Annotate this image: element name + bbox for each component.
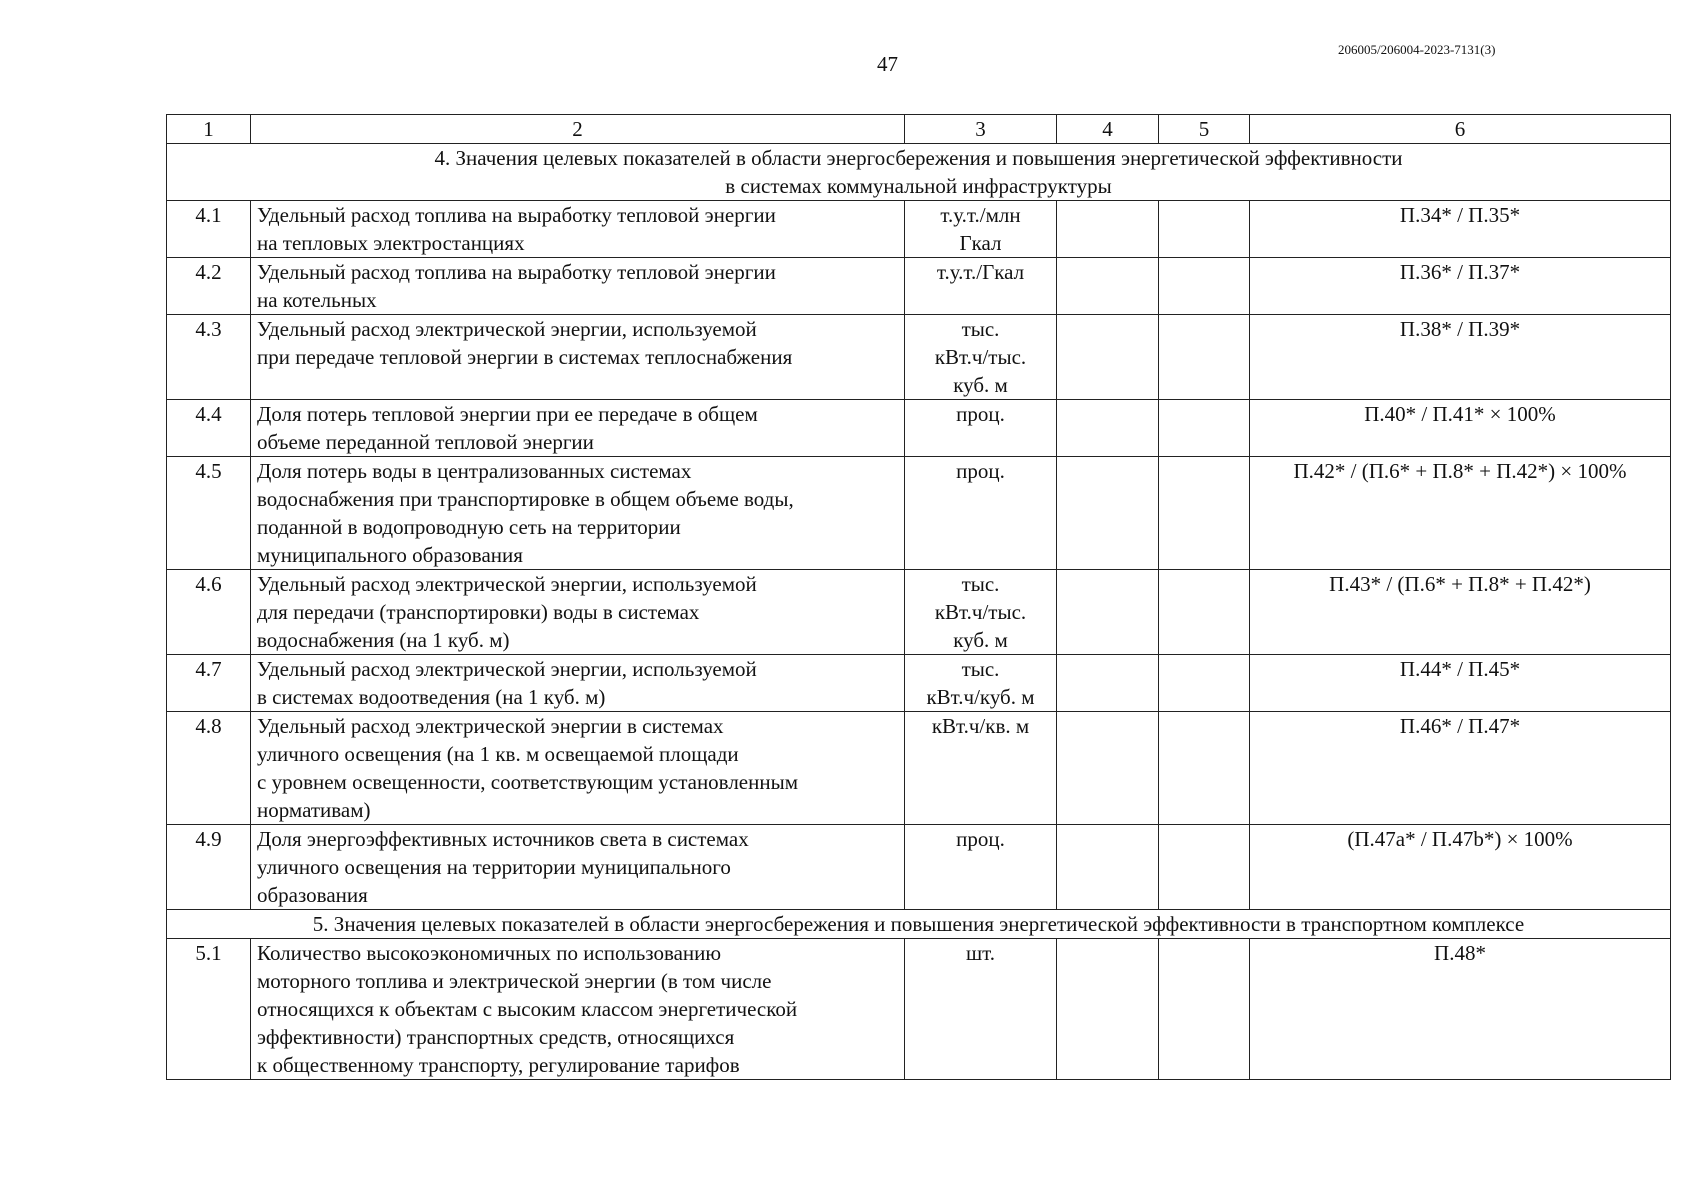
- row-number: 4.9: [167, 825, 251, 910]
- calculation-formula: П.44* / П.45*: [1250, 655, 1671, 712]
- calculation-formula: П.40* / П.41* × 100%: [1250, 400, 1671, 457]
- unit-of-measure: тыс. кВт.ч/тыс. куб. м: [905, 570, 1057, 655]
- calculation-formula: П.34* / П.35*: [1250, 201, 1671, 258]
- column-number: 1: [167, 115, 251, 144]
- value-cell-col4: [1057, 712, 1159, 825]
- indicator-name: Доля потерь воды в централизованных системах водоснабжения при транспортировке в общем объеме воды, поданной в водопроводную сеть на территории муниципального образования: [251, 457, 905, 570]
- calculation-formula: (П.47a* / П.47b*) × 100%: [1250, 825, 1671, 910]
- section-header-row: [167, 144, 1671, 201]
- table-row: [167, 712, 1671, 825]
- value-cell-col5: [1159, 655, 1250, 712]
- value-cell-col4: [1057, 939, 1159, 1080]
- value-cell-col4: [1057, 570, 1159, 655]
- column-number: 6: [1250, 115, 1671, 144]
- column-number: 3: [905, 115, 1057, 144]
- section-title: 4. Значения целевых показателей в области энергосбережения и повышения энергетической эффективности в системах коммунальной инфраструктуры: [167, 144, 1671, 201]
- table-row: [167, 315, 1671, 400]
- indicators-table: [166, 114, 1671, 1080]
- table-row: [167, 825, 1671, 910]
- row-number: 4.1: [167, 201, 251, 258]
- unit-of-measure: проц.: [905, 400, 1057, 457]
- row-number: 4.3: [167, 315, 251, 400]
- value-cell-col5: [1159, 315, 1250, 400]
- row-number: 5.1: [167, 939, 251, 1080]
- table-row: [167, 655, 1671, 712]
- column-number: 2: [251, 115, 905, 144]
- unit-of-measure: тыс. кВт.ч/куб. м: [905, 655, 1057, 712]
- value-cell-col5: [1159, 939, 1250, 1080]
- table-row: [167, 201, 1671, 258]
- table-row: [167, 400, 1671, 457]
- unit-of-measure: т.у.т./млн Гкал: [905, 201, 1057, 258]
- value-cell-col5: [1159, 400, 1250, 457]
- calculation-formula: П.46* / П.47*: [1250, 712, 1671, 825]
- row-number: 4.5: [167, 457, 251, 570]
- value-cell-col4: [1057, 457, 1159, 570]
- value-cell-col4: [1057, 201, 1159, 258]
- page-number: 47: [877, 52, 898, 76]
- value-cell-col5: [1159, 712, 1250, 825]
- indicator-name: Удельный расход электрической энергии, используемой в системах водоотведения (на 1 куб. м): [251, 655, 905, 712]
- column-number-row: [167, 115, 1671, 144]
- section-title: 5. Значения целевых показателей в области энергосбережения и повышения энергетической эффективности в транспортном комплексе: [167, 910, 1671, 939]
- indicator-name: Удельный расход электрической энергии, используемой для передачи (транспортировки) воды в системах водоснабжения (на 1 куб. м): [251, 570, 905, 655]
- unit-of-measure: шт.: [905, 939, 1057, 1080]
- unit-of-measure: кВт.ч/кв. м: [905, 712, 1057, 825]
- indicator-name: Удельный расход топлива на выработку тепловой энергии на котельных: [251, 258, 905, 315]
- unit-of-measure: т.у.т./Гкал: [905, 258, 1057, 315]
- value-cell-col5: [1159, 201, 1250, 258]
- value-cell-col4: [1057, 315, 1159, 400]
- calculation-formula: П.42* / (П.6* + П.8* + П.42*) × 100%: [1250, 457, 1671, 570]
- section-header-row: [167, 910, 1671, 939]
- indicator-name: Удельный расход электрической энергии в системах уличного освещения (на 1 кв. м освещаемой площади с уровнем освещенности, соответствующим установленным нормативам): [251, 712, 905, 825]
- value-cell-col4: [1057, 655, 1159, 712]
- document-id: 206005/206004-2023-7131(3): [1338, 42, 1496, 57]
- value-cell-col4: [1057, 400, 1159, 457]
- unit-of-measure: проц.: [905, 825, 1057, 910]
- table-row: [167, 570, 1671, 655]
- indicator-name: Количество высокоэкономичных по использованию моторного топлива и электрической энергии (в том числе относящихся к объектам с высоким классом энергетической эффективности) транспортных средств, относящихся к общественному транспорту, регулирование тарифов: [251, 939, 905, 1080]
- value-cell-col5: [1159, 457, 1250, 570]
- table-row: [167, 457, 1671, 570]
- value-cell-col5: [1159, 825, 1250, 910]
- column-number: 4: [1057, 115, 1159, 144]
- unit-of-measure: проц.: [905, 457, 1057, 570]
- table-row: [167, 258, 1671, 315]
- indicator-name: Доля потерь тепловой энергии при ее передаче в общем объеме переданной тепловой энергии: [251, 400, 905, 457]
- value-cell-col4: [1057, 825, 1159, 910]
- value-cell-col5: [1159, 570, 1250, 655]
- row-number: 4.2: [167, 258, 251, 315]
- calculation-formula: П.36* / П.37*: [1250, 258, 1671, 315]
- indicator-name: Удельный расход топлива на выработку тепловой энергии на тепловых электростанциях: [251, 201, 905, 258]
- indicator-name: Удельный расход электрической энергии, используемой при передаче тепловой энергии в системах теплоснабжения: [251, 315, 905, 400]
- row-number: 4.4: [167, 400, 251, 457]
- value-cell-col4: [1057, 258, 1159, 315]
- calculation-formula: П.38* / П.39*: [1250, 315, 1671, 400]
- unit-of-measure: тыс. кВт.ч/тыс. куб. м: [905, 315, 1057, 400]
- indicator-name: Доля энергоэффективных источников света в системах уличного освещения на территории муниципального образования: [251, 825, 905, 910]
- calculation-formula: П.43* / (П.6* + П.8* + П.42*): [1250, 570, 1671, 655]
- row-number: 4.8: [167, 712, 251, 825]
- row-number: 4.7: [167, 655, 251, 712]
- value-cell-col5: [1159, 258, 1250, 315]
- row-number: 4.6: [167, 570, 251, 655]
- table-row: [167, 939, 1671, 1080]
- calculation-formula: П.48*: [1250, 939, 1671, 1080]
- column-number: 5: [1159, 115, 1250, 144]
